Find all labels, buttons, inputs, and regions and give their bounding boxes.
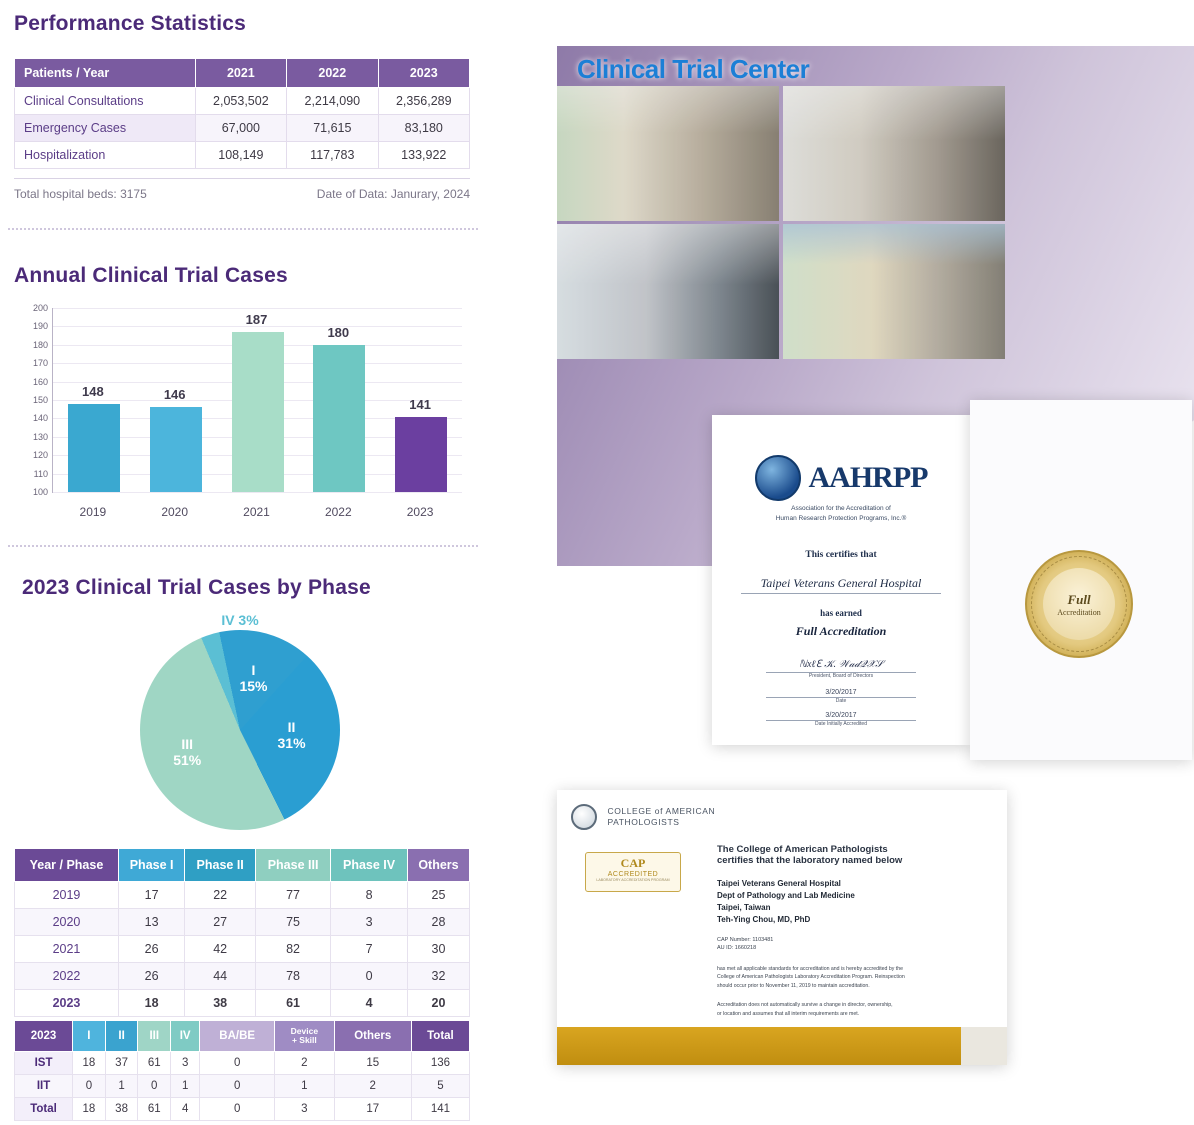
phase-value-cell: 75 bbox=[256, 909, 331, 936]
table-row bbox=[15, 1097, 470, 1120]
cap-certificate bbox=[557, 790, 1007, 1065]
summary-row-label: Total bbox=[15, 1097, 73, 1120]
summary-value-cell: 136 bbox=[411, 1051, 469, 1074]
aahrpp-date-2: 3/20/2017 bbox=[825, 711, 857, 719]
phase-year-cell: 2019 bbox=[15, 882, 119, 909]
y-axis-tick: 170 bbox=[32, 358, 48, 369]
summary-col-header: 2023 bbox=[15, 1021, 73, 1052]
x-axis-label: 2022 bbox=[324, 505, 352, 519]
phase-value-cell: 17 bbox=[118, 882, 184, 909]
perf-cell: 2,214,090 bbox=[287, 88, 378, 115]
cap-seal-icon bbox=[571, 804, 597, 830]
cap-body-2: College of American Pathologists Laboratory Accreditation Program. Reinspection bbox=[717, 974, 905, 981]
cap-org-line-1: COLLEGE of AMERICAN bbox=[607, 805, 716, 816]
perf-cell: 2,053,502 bbox=[195, 88, 286, 115]
bar-value-label: 141 bbox=[409, 396, 431, 412]
summary-value-cell: 17 bbox=[334, 1097, 411, 1120]
y-axis-tick: 130 bbox=[32, 431, 48, 442]
summary-col-header: III bbox=[138, 1021, 171, 1052]
cap-org-line-2: PATHOLOGISTS bbox=[607, 817, 680, 827]
bar bbox=[68, 404, 120, 492]
table-row bbox=[15, 1051, 470, 1074]
performance-statistics-title: Performance Statistics bbox=[14, 12, 246, 35]
phase-year-cell: 2021 bbox=[15, 936, 119, 963]
annual-trial-bar-chart bbox=[14, 300, 470, 525]
cap-org-name: Taipei Veterans General Hospital bbox=[717, 879, 841, 888]
phase-col-header: Year / Phase bbox=[15, 849, 119, 882]
phase-value-cell: 78 bbox=[256, 963, 331, 990]
summary-value-cell: 0 bbox=[200, 1097, 275, 1120]
phase-value-cell: 8 bbox=[331, 882, 408, 909]
table-row bbox=[15, 88, 470, 115]
phase-value-cell: 7 bbox=[331, 936, 408, 963]
cap-heading-1: The College of American Pathologists bbox=[717, 844, 888, 855]
summary-row-label: IST bbox=[15, 1051, 73, 1074]
aahrpp-subtitle-2: Human Research Protection Programs, Inc.® bbox=[775, 514, 907, 522]
pie-chart-title: 2023 Clinical Trial Cases by Phase bbox=[22, 576, 371, 599]
summary-value-cell: 61 bbox=[138, 1051, 171, 1074]
summary-col-header: BA/BE bbox=[200, 1021, 275, 1052]
table-row bbox=[15, 1074, 470, 1097]
bar bbox=[150, 407, 202, 492]
phase-value-cell: 61 bbox=[256, 990, 331, 1017]
summary-col-header: IV bbox=[171, 1021, 200, 1052]
cap-dept: Dept of Pathology and Lab Medicine bbox=[717, 891, 855, 900]
aahrpp-signature: ℕxℓℇ 𝒦. 𝒲𝒶𝒹𝒬𝒳𝒮 bbox=[798, 658, 884, 670]
phase-value-cell: 82 bbox=[256, 936, 331, 963]
statistics-column bbox=[0, 0, 500, 1125]
aahrpp-signature-caption: President, Board of Directors bbox=[808, 672, 874, 679]
x-axis-label: 2019 bbox=[79, 505, 107, 519]
cap-gold-bar bbox=[557, 1027, 1007, 1065]
river-view-room-photo bbox=[783, 224, 1005, 359]
summary-value-cell: 15 bbox=[334, 1051, 411, 1074]
table-row bbox=[15, 142, 470, 169]
summary-value-cell: 4 bbox=[171, 1097, 200, 1120]
table-header-row bbox=[15, 849, 470, 882]
phase-value-cell: 38 bbox=[185, 990, 256, 1017]
bar-value-label: 146 bbox=[163, 387, 186, 403]
summary-col-header: Total bbox=[411, 1021, 469, 1052]
phase-year-cell: 2022 bbox=[15, 963, 119, 990]
summary-value-cell: 3 bbox=[275, 1097, 335, 1120]
perf-cell: 117,783 bbox=[287, 142, 378, 169]
consultation-room-photo bbox=[783, 86, 1005, 221]
y-axis-tick: 190 bbox=[32, 321, 48, 332]
summary-value-cell: 3 bbox=[171, 1051, 200, 1074]
bar-value-label: 148 bbox=[82, 383, 104, 399]
x-axis-label: 2020 bbox=[161, 505, 189, 519]
cap-badge-line-2: ACCREDITED bbox=[607, 871, 659, 878]
ward-room-photo bbox=[557, 86, 779, 221]
cap-gold-bar-end bbox=[961, 1027, 1007, 1065]
cap-body-3: should occur prior to November 11, 2019 to maintain accreditation. bbox=[717, 983, 870, 990]
cap-location: Taipei, Taiwan bbox=[717, 903, 771, 912]
phase-value-cell: 26 bbox=[118, 963, 184, 990]
phase-value-cell: 3 bbox=[331, 909, 408, 936]
summary-value-cell: 2 bbox=[275, 1051, 335, 1074]
y-axis-tick: 100 bbox=[32, 487, 48, 497]
summary-value-cell: 141 bbox=[411, 1097, 469, 1120]
perf-cell: 2,356,289 bbox=[378, 88, 469, 115]
summary-value-cell: 18 bbox=[73, 1097, 106, 1120]
performance-statistics-table bbox=[14, 58, 470, 169]
cap-heading-2: certifies that the laboratory named below bbox=[717, 855, 903, 866]
summary-value-cell: 5 bbox=[411, 1074, 469, 1097]
cap-badge-line-1: CAP bbox=[620, 856, 646, 870]
annual-trial-title: Annual Clinical Trial Cases bbox=[14, 264, 288, 287]
y-axis-tick: 120 bbox=[32, 450, 48, 461]
perf-cell: 67,000 bbox=[195, 115, 286, 142]
phase-value-cell: 28 bbox=[407, 909, 469, 936]
aahrpp-globe-icon bbox=[755, 455, 801, 501]
phase-col-header: Phase I bbox=[118, 849, 184, 882]
phase-value-cell: 26 bbox=[118, 936, 184, 963]
summary-value-cell: 2 bbox=[334, 1074, 411, 1097]
phase-col-header: Phase III bbox=[256, 849, 331, 882]
pie-slice-label: IV 3% bbox=[221, 612, 259, 628]
grid-line bbox=[53, 492, 462, 493]
x-axis-label: 2023 bbox=[406, 505, 434, 519]
perf-row-label: Emergency Cases bbox=[15, 115, 196, 142]
table-row bbox=[15, 115, 470, 142]
y-axis-tick: 110 bbox=[33, 468, 48, 479]
summary-col-header: II bbox=[105, 1021, 138, 1052]
pie-slice-label: II 31% bbox=[277, 719, 306, 752]
table-row bbox=[15, 909, 470, 936]
workstation-room-photo bbox=[557, 224, 779, 359]
cap-body-5: or location and assumes that all interim requirements are met. bbox=[717, 1010, 860, 1017]
summary-value-cell: 1 bbox=[275, 1074, 335, 1097]
y-axis-tick: 140 bbox=[32, 413, 48, 424]
aahrpp-date-1-caption: Date bbox=[835, 697, 847, 704]
cap-body-1: has met all applicable standards for accreditation and is hereby accredited by the bbox=[717, 965, 903, 972]
summary-col-header: Others bbox=[334, 1021, 411, 1052]
bar-value-label: 187 bbox=[245, 311, 268, 327]
cap-accredited-badge bbox=[585, 852, 681, 892]
aahrpp-organization: Taipei Veterans General Hospital bbox=[741, 576, 941, 594]
summary-value-cell: 0 bbox=[200, 1051, 275, 1074]
bar-value-label: 180 bbox=[327, 324, 350, 340]
y-axis-tick: 150 bbox=[32, 395, 48, 405]
aahrpp-subtitle-1: Association for the Accreditation of bbox=[791, 505, 891, 512]
table-row bbox=[15, 990, 470, 1017]
y-axis-tick: 160 bbox=[32, 376, 48, 387]
cap-body-4: Accreditation does not automatically survive a change in director, ownership, bbox=[717, 1002, 893, 1009]
phase-value-cell: 4 bbox=[331, 990, 408, 1017]
aahrpp-accreditation-level: Full Accreditation bbox=[795, 623, 887, 638]
table-row bbox=[15, 882, 470, 909]
seal-line-2: Accreditation bbox=[1057, 607, 1101, 617]
phase-value-cell: 27 bbox=[185, 909, 256, 936]
phase-value-cell: 22 bbox=[185, 882, 256, 909]
phase-value-cell: 20 bbox=[407, 990, 469, 1017]
phase-value-cell: 44 bbox=[185, 963, 256, 990]
imagery-column bbox=[500, 0, 1194, 1125]
perf-col-1: 2021 bbox=[195, 59, 286, 88]
summary-value-cell: 61 bbox=[138, 1097, 171, 1120]
grid-line bbox=[53, 308, 462, 309]
phase-value-cell: 77 bbox=[256, 882, 331, 909]
phase-year-cell: 2023 bbox=[15, 990, 119, 1017]
summary-row-label: IIT bbox=[15, 1074, 73, 1097]
phase-col-header: Others bbox=[407, 849, 469, 882]
2023-summary-table bbox=[14, 1020, 470, 1121]
phase-col-header: Phase IV bbox=[331, 849, 408, 882]
cap-badge-line-3: LABORATORY ACCREDITATION PROGRAM bbox=[596, 878, 670, 882]
perf-row-label: Hospitalization bbox=[15, 142, 196, 169]
table-row bbox=[15, 936, 470, 963]
phase-value-cell: 13 bbox=[118, 909, 184, 936]
summary-value-cell: 0 bbox=[73, 1074, 106, 1097]
table-header-row bbox=[15, 59, 470, 88]
phase-value-cell: 30 bbox=[407, 936, 469, 963]
phase-col-header: Phase II bbox=[185, 849, 256, 882]
aahrpp-date-2-caption: Date Initially Accredited bbox=[815, 720, 867, 727]
cap-number: CAP Number: 1103481 bbox=[717, 937, 774, 943]
phase-pie-chart bbox=[0, 612, 500, 832]
data-date-note: Date of Data: Janurary, 2024 bbox=[316, 187, 470, 201]
performance-footnotes bbox=[14, 178, 470, 201]
total-beds-note: Total hospital beds: 3175 bbox=[14, 187, 147, 201]
perf-col-2: 2022 bbox=[287, 59, 378, 88]
y-axis-tick: 200 bbox=[32, 303, 48, 313]
year-phase-table bbox=[14, 848, 470, 1017]
phase-value-cell: 42 bbox=[185, 936, 256, 963]
summary-value-cell: 1 bbox=[171, 1074, 200, 1097]
aahrpp-date-1: 3/20/2017 bbox=[825, 688, 857, 696]
aahrpp-certifies-line: This certifies that bbox=[805, 549, 877, 560]
summary-value-cell: 1 bbox=[105, 1074, 138, 1097]
summary-value-cell: 37 bbox=[105, 1051, 138, 1074]
bar bbox=[232, 332, 284, 492]
table-row bbox=[15, 963, 470, 990]
perf-col-3: 2023 bbox=[378, 59, 469, 88]
aahrpp-wordmark: AAHRPP bbox=[808, 461, 928, 494]
perf-cell: 133,922 bbox=[378, 142, 469, 169]
full-accreditation-seal bbox=[1025, 550, 1133, 658]
divider bbox=[8, 228, 478, 230]
perf-row-label: Clinical Consultations bbox=[15, 88, 196, 115]
perf-cell: 108,149 bbox=[195, 142, 286, 169]
pie-slice-label: I 15% bbox=[239, 661, 268, 694]
bar bbox=[313, 345, 365, 492]
seal-line-1: Full bbox=[1067, 591, 1091, 607]
phase-year-cell: 2020 bbox=[15, 909, 119, 936]
x-axis-label: 2021 bbox=[243, 505, 270, 519]
seal-inner bbox=[1043, 568, 1115, 640]
cap-auid: AU ID: 1660218 bbox=[717, 945, 757, 952]
y-axis-tick: 180 bbox=[32, 339, 48, 350]
accreditation-seal-card bbox=[970, 400, 1192, 760]
summary-col-header: I bbox=[73, 1021, 106, 1052]
phase-value-cell: 0 bbox=[331, 963, 408, 990]
aahrpp-earned-line: has earned bbox=[820, 607, 862, 618]
photo-panel-heading: Clinical Trial Center bbox=[577, 54, 810, 84]
phase-value-cell: 18 bbox=[118, 990, 184, 1017]
aahrpp-certificate bbox=[712, 415, 970, 745]
summary-value-cell: 0 bbox=[138, 1074, 171, 1097]
perf-cell: 83,180 bbox=[378, 115, 469, 142]
phase-value-cell: 25 bbox=[407, 882, 469, 909]
cap-director: Teh-Ying Chou, MD, PhD bbox=[717, 915, 811, 924]
table-header-row bbox=[15, 1021, 470, 1052]
perf-col-0: Patients / Year bbox=[15, 59, 196, 88]
summary-col-header: Device + Skill bbox=[275, 1021, 335, 1052]
summary-value-cell: 18 bbox=[73, 1051, 106, 1074]
phase-value-cell: 32 bbox=[407, 963, 469, 990]
bar bbox=[395, 417, 447, 492]
summary-value-cell: 0 bbox=[200, 1074, 275, 1097]
perf-cell: 71,615 bbox=[287, 115, 378, 142]
divider bbox=[8, 545, 478, 547]
pie-slice-label: III 51% bbox=[173, 736, 202, 769]
summary-value-cell: 38 bbox=[105, 1097, 138, 1120]
